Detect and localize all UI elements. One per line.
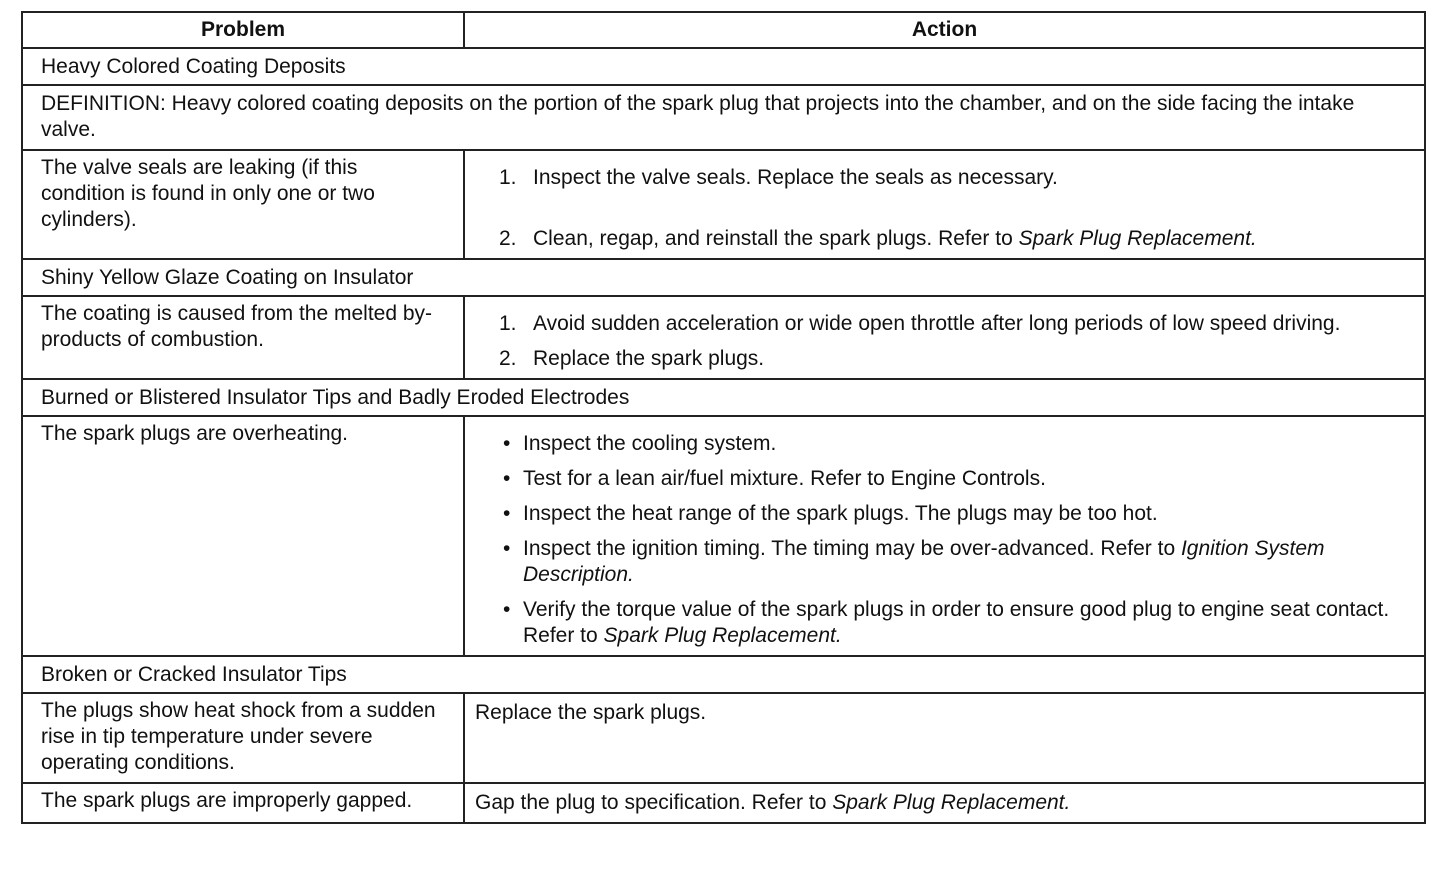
action-bullet bbox=[475, 466, 1412, 492]
problem-cell: The plugs show heat shock from a sudden rise in tip temperature under severe operating conditions. bbox=[22, 693, 464, 783]
problem-cell: The coating is caused from the melted by-products of combustion. bbox=[22, 296, 464, 379]
bullet-text: Verify the torque value of the spark plugs in order to ensure good plug to engine seat contact. Refer to bbox=[523, 598, 1390, 647]
section-row bbox=[22, 379, 1425, 416]
bullet-text: Inspect the cooling system. bbox=[523, 432, 777, 455]
problem-cell: The spark plugs are overheating. bbox=[22, 416, 464, 656]
step-text: Replace the spark plugs. bbox=[533, 347, 765, 370]
action-cell bbox=[464, 150, 1425, 259]
reference-link-text: Spark Plug Replacement. bbox=[832, 791, 1071, 814]
action-cell bbox=[464, 416, 1425, 656]
action-header: Action bbox=[464, 12, 1425, 48]
problem-cell: The valve seals are leaking (if this condition is found in only one or two cylinders). bbox=[22, 150, 464, 259]
step-number: 2. bbox=[499, 347, 517, 370]
action-cell: Replace the spark plugs. bbox=[464, 693, 1425, 783]
bullet-action-list bbox=[475, 431, 1412, 649]
action-bullet bbox=[475, 597, 1412, 649]
step-text: Clean, regap, and reinstall the spark plugs. Refer to bbox=[533, 227, 1019, 250]
section-title: Broken or Cracked Insulator Tips bbox=[22, 656, 1425, 693]
section-title: Heavy Colored Coating Deposits bbox=[22, 48, 1425, 85]
action-cell bbox=[464, 783, 1425, 823]
troubleshooting-table bbox=[21, 11, 1426, 824]
action-bullet bbox=[475, 431, 1412, 457]
action-bullet bbox=[475, 536, 1412, 588]
step-text: Inspect the valve seals. Replace the seals as necessary. bbox=[533, 166, 1058, 189]
step-number: 2. bbox=[499, 227, 517, 250]
action-text: Gap the plug to specification. Refer to bbox=[475, 791, 833, 814]
bullet-marker: • bbox=[503, 432, 511, 455]
problem-header: Problem bbox=[22, 12, 464, 48]
numbered-action-list bbox=[475, 165, 1412, 252]
bullet-marker: • bbox=[503, 502, 511, 525]
table-row bbox=[22, 693, 1425, 783]
section-row bbox=[22, 259, 1425, 296]
step-text: Avoid sudden acceleration or wide open throttle after long periods of low speed driving. bbox=[533, 312, 1341, 335]
reference-link-text: Ignition System Description. bbox=[523, 537, 1325, 586]
action-cell bbox=[464, 296, 1425, 379]
action-step bbox=[475, 311, 1412, 337]
bullet-text: Inspect the ignition timing. The timing may be over-advanced. Refer to bbox=[523, 537, 1181, 560]
reference-link-text: Spark Plug Replacement. bbox=[603, 624, 842, 647]
table-row bbox=[22, 783, 1425, 823]
table-row bbox=[22, 296, 1425, 379]
table-row bbox=[22, 150, 1425, 259]
numbered-action-list bbox=[475, 311, 1412, 372]
section-definition: DEFINITION: Heavy colored coating deposits on the portion of the spark plug that projects into the chamber, and on the side facing the intake valve. bbox=[22, 85, 1425, 150]
section-row bbox=[22, 48, 1425, 85]
definition-row bbox=[22, 85, 1425, 150]
action-step bbox=[475, 226, 1412, 252]
bullet-marker: • bbox=[503, 467, 511, 490]
action-step bbox=[475, 165, 1412, 191]
action-step bbox=[475, 346, 1412, 372]
section-row bbox=[22, 656, 1425, 693]
step-number: 1. bbox=[499, 312, 517, 335]
action-bullet bbox=[475, 501, 1412, 527]
bullet-text: Test for a lean air/fuel mixture. Refer to Engine Controls. bbox=[523, 467, 1046, 490]
bullet-text: Inspect the heat range of the spark plugs. The plugs may be too hot. bbox=[523, 502, 1158, 525]
reference-link-text: Spark Plug Replacement. bbox=[1018, 227, 1257, 250]
bullet-marker: • bbox=[503, 537, 511, 560]
header-row bbox=[22, 12, 1425, 48]
bullet-marker: • bbox=[503, 598, 511, 621]
step-number: 1. bbox=[499, 166, 517, 189]
table-row bbox=[22, 416, 1425, 656]
problem-cell: The spark plugs are improperly gapped. bbox=[22, 783, 464, 823]
section-title: Burned or Blistered Insulator Tips and Badly Eroded Electrodes bbox=[22, 379, 1425, 416]
section-title: Shiny Yellow Glaze Coating on Insulator bbox=[22, 259, 1425, 296]
